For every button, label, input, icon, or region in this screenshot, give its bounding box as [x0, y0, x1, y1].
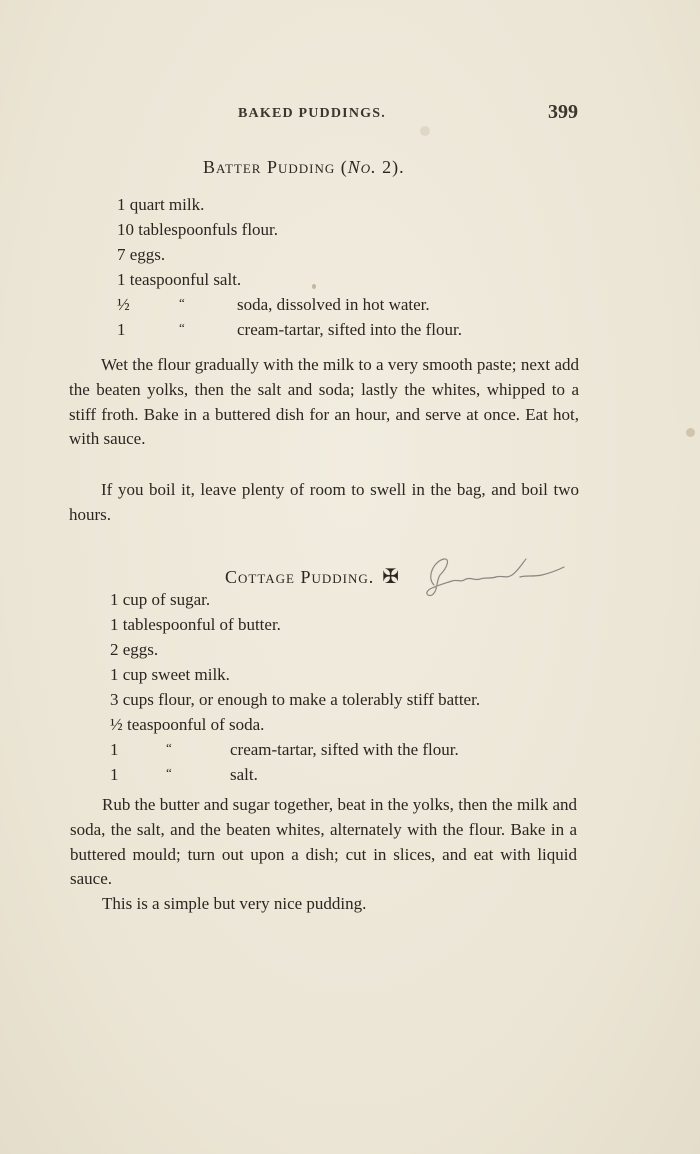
ingredient-text: soda, dissolved in hot water. — [237, 295, 430, 314]
ingredient-text: salt. — [230, 765, 258, 784]
ingredient-qty: 1 — [110, 740, 119, 759]
page-number: 399 — [548, 101, 578, 123]
paragraph-text: Rub the butter and sugar together, beat in the yolks, then the milk and soda, the salt, and the beaten whites, alternately with the flour. Bake in a buttered mould; turn out upon a dish; cut in slices, and eat with liquid sauce. — [70, 795, 577, 889]
ditto-mark: “ — [166, 740, 172, 755]
paragraph-text: If you boil it, leave plenty of room to swell in the bag, and boil two hours. — [69, 480, 579, 524]
ingredient-text: 2 eggs. — [110, 640, 159, 659]
ingredient-text: 7 eggs. — [117, 245, 166, 264]
ingredient-text: cream-tartar, sifted into the flour. — [237, 320, 462, 339]
running-head: BAKED PUDDINGS. — [238, 106, 386, 121]
ingredient-text: 1 cup of sugar. — [110, 590, 211, 609]
ingredient-qty: ½ — [117, 295, 130, 314]
instructions-paragraph — [70, 793, 577, 892]
title-main: Batter Pudding ( — [203, 157, 348, 177]
ingredient-text: 3 cups flour, or enough to make a tolerably stiff batter. — [110, 690, 481, 709]
paragraph-text: Wet the flour gradually with the milk to a very smooth paste; next add the beaten yolks, then the salt and soda; lastly the whites, whipped to a stiff froth. Bake in a buttered dish for an hour, and serve at once. Eat hot, with sauce. — [69, 355, 579, 449]
ingredient-text: 1 tablespoonful of butter. — [110, 615, 281, 634]
ditto-mark: “ — [166, 765, 172, 780]
ingredient-text: ½ teaspoonful of soda. — [110, 715, 265, 734]
ingredient-text: 1 cup sweet milk. — [110, 665, 230, 684]
paper-speck — [420, 126, 430, 136]
instructions-paragraph — [69, 353, 579, 452]
ingredient-qty: 1 — [110, 765, 119, 784]
title-end: 2). — [376, 157, 405, 177]
recipe-title-cottage-pudding — [225, 555, 566, 599]
ingredient-qty: 1 — [117, 320, 126, 339]
handwritten-note-signature — [416, 555, 566, 599]
ditto-mark: “ — [179, 295, 185, 310]
paper-speck — [686, 428, 695, 437]
instructions-paragraph — [69, 478, 579, 528]
paper-speck — [312, 284, 316, 289]
recipe-title-batter-pudding — [203, 157, 405, 178]
ingredient-text: 1 quart milk. — [117, 195, 205, 214]
title-text: Cottage Pudding. — [225, 566, 375, 587]
ingredient-text: 1 teaspoonful salt. — [117, 270, 242, 289]
ingredient-text: 10 tablespoonfuls flour. — [117, 220, 279, 239]
ingredient-text: cream-tartar, sifted with the flour. — [230, 740, 459, 759]
title-number: No. — [347, 157, 377, 177]
ditto-mark: “ — [179, 320, 185, 335]
maltese-cross-icon: ✠ — [382, 566, 400, 588]
instructions-paragraph — [70, 892, 577, 917]
paragraph-text: This is a simple but very nice pudding. — [102, 894, 367, 913]
